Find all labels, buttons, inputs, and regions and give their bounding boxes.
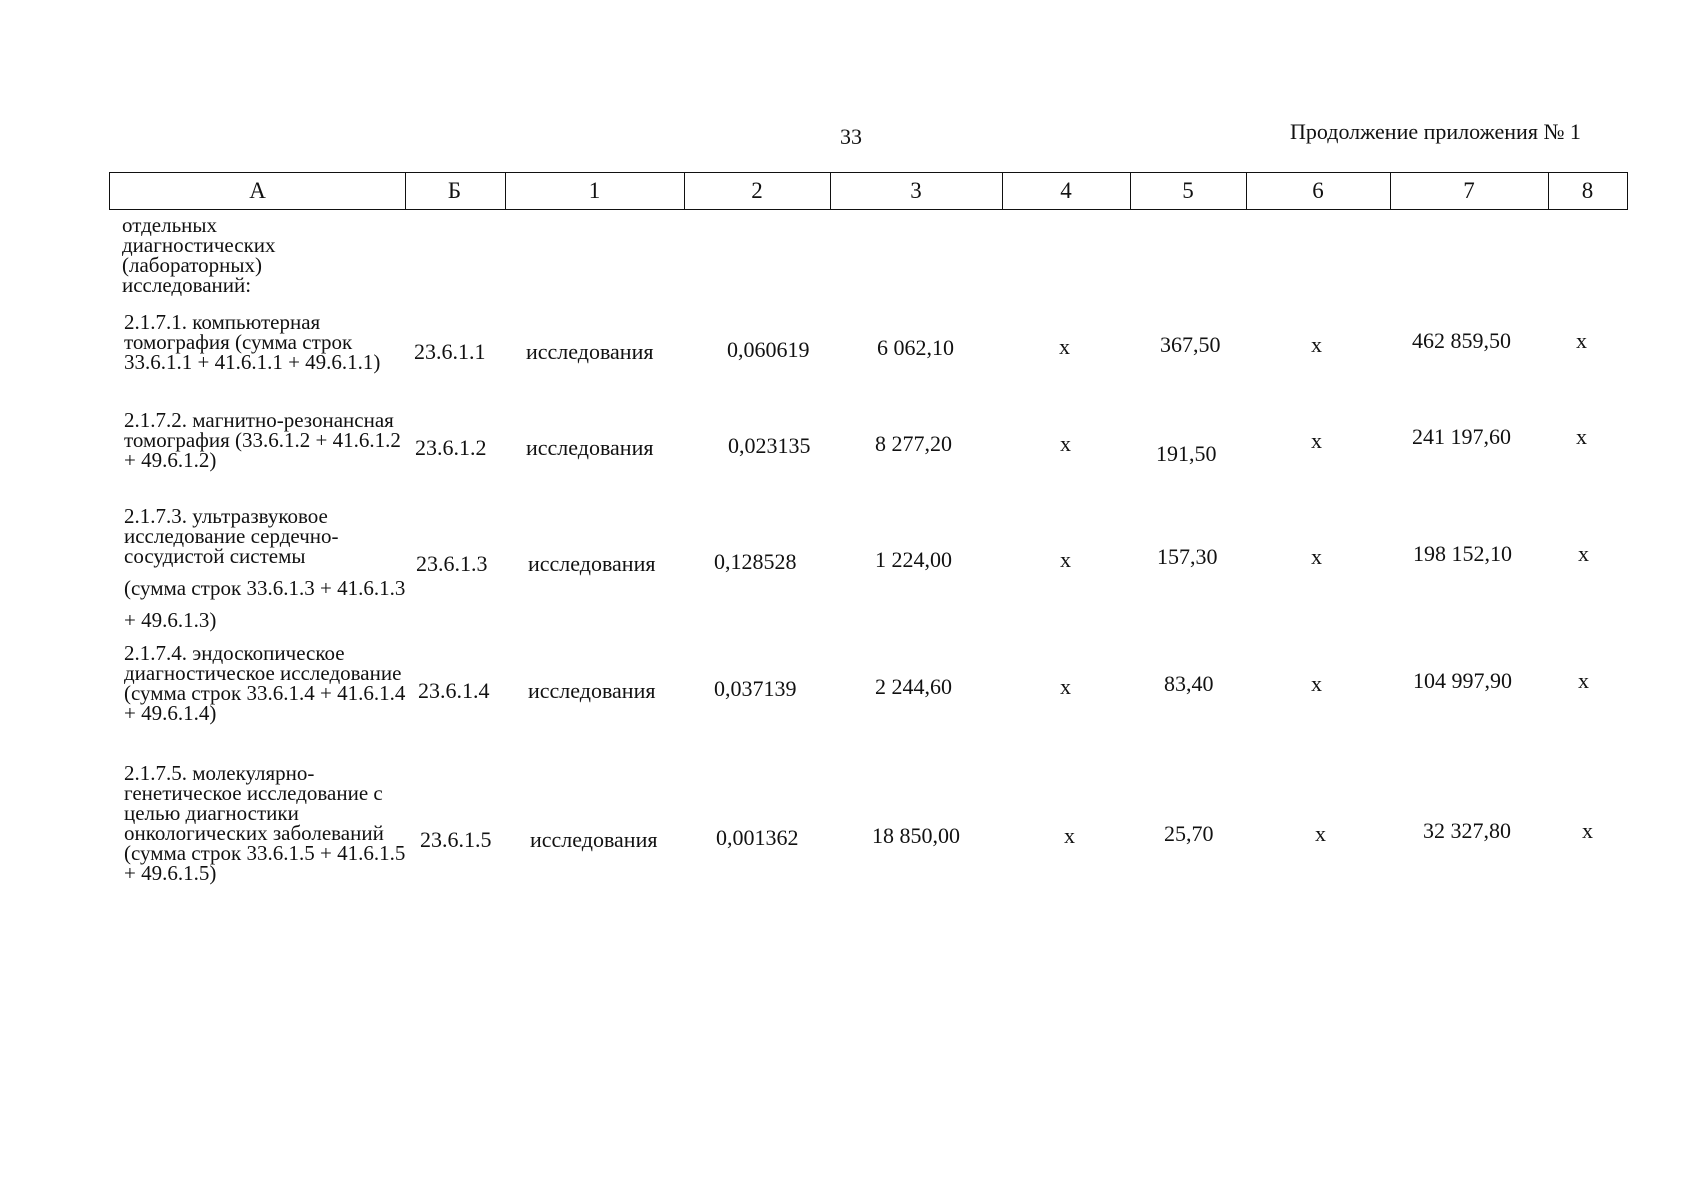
table-header	[109, 172, 1629, 210]
row-col-3: 2 244,60	[875, 674, 952, 699]
row-col-5: 191,50	[1156, 441, 1217, 466]
row-col-7: 462 859,50	[1412, 328, 1511, 353]
row-description-text: 2.1.7.4. эндоскопическое диагностическое исследование (сумма строк 33.6.1.4 + 41.6.1.4 + 49.6.1.4)	[124, 641, 406, 725]
row-col-8: х	[1582, 818, 1593, 843]
header-col-2: 2	[684, 172, 831, 210]
row-description-text: 2.1.7.1. компьютерная томография (сумма строк 33.6.1.1 + 41.6.1.1 + 49.6.1.1)	[124, 310, 381, 374]
row-code: 23.6.1.4	[418, 678, 490, 703]
row-col-8: х	[1578, 541, 1589, 566]
row-col-4: х	[1059, 334, 1070, 359]
row-description	[124, 643, 414, 723]
row-col-7: 104 997,90	[1413, 668, 1512, 693]
row-col-6: х	[1315, 821, 1326, 846]
row-col-6: х	[1311, 428, 1322, 453]
row-col-3: 1 224,00	[875, 547, 952, 572]
page-caption: Продолжение приложения № 1	[1290, 119, 1581, 144]
row-col-3: 18 850,00	[872, 823, 960, 848]
row-description	[124, 410, 414, 470]
header-col-b: Б	[404, 172, 506, 210]
row-code: 23.6.1.2	[415, 435, 487, 460]
row-col-4: х	[1060, 547, 1071, 572]
row-col-5: 83,40	[1164, 671, 1214, 696]
row-col-7: 241 197,60	[1412, 424, 1511, 449]
header-col-5: 5	[1130, 172, 1247, 210]
row-col-2: 0,023135	[728, 433, 811, 458]
row-col-2: 0,060619	[727, 337, 810, 362]
header-col-a: А	[109, 172, 406, 210]
row-col-5: 25,70	[1164, 821, 1214, 846]
row-unit: исследования	[526, 435, 654, 460]
row-description-text: 2.1.7.3. ультразвуковое исследование сердечно-сосудистой системы	[124, 504, 339, 568]
header-col-7: 7	[1390, 172, 1549, 210]
header-col-1: 1	[505, 172, 685, 210]
page-number: 33	[840, 124, 862, 149]
header-col-4: 4	[1002, 172, 1131, 210]
row-col-8: х	[1578, 668, 1589, 693]
row-col-2: 0,128528	[714, 549, 797, 574]
row-col-2: 0,037139	[714, 676, 797, 701]
row-code: 23.6.1.1	[414, 339, 486, 364]
row-col-4: х	[1064, 823, 1075, 848]
row-code: 23.6.1.3	[416, 551, 488, 576]
row-description	[124, 312, 414, 372]
row-description-extra: (сумма строк 33.6.1.3 + 41.6.1.3 + 49.6.1.3)	[124, 576, 406, 632]
section-intro-text: отдельных диагностических (лабораторных) исследований:	[122, 213, 276, 297]
row-unit: исследования	[526, 339, 654, 364]
row-unit: исследования	[530, 827, 658, 852]
row-col-6: х	[1311, 544, 1322, 569]
row-description	[124, 763, 414, 883]
row-col-3: 6 062,10	[877, 335, 954, 360]
row-unit: исследования	[528, 551, 656, 576]
row-col-3: 8 277,20	[875, 431, 952, 456]
row-col-8: х	[1576, 424, 1587, 449]
row-description	[124, 506, 414, 636]
row-description-text: 2.1.7.2. магнитно-резонансная томография (33.6.1.2 + 41.6.1.2 + 49.6.1.2)	[124, 408, 401, 472]
row-unit: исследования	[528, 678, 656, 703]
row-description-text: 2.1.7.5. молекулярно-генетическое исследование с целью диагностики онкологических заболеваний (сумма строк 33.6.1.5 + 41.6.1.5 + 49.6.1.5)	[124, 761, 406, 885]
row-col-6: х	[1311, 671, 1322, 696]
row-col-5: 367,50	[1160, 332, 1221, 357]
row-code: 23.6.1.5	[420, 827, 492, 852]
row-col-7: 32 327,80	[1423, 818, 1511, 843]
row-col-6: х	[1311, 332, 1322, 357]
row-col-5: 157,30	[1157, 544, 1218, 569]
row-col-7: 198 152,10	[1413, 541, 1512, 566]
row-col-8: х	[1576, 328, 1587, 353]
header-col-8: 8	[1548, 172, 1628, 210]
row-col-4: х	[1060, 431, 1071, 456]
header-col-3: 3	[830, 172, 1003, 210]
row-col-4: х	[1060, 674, 1071, 699]
row-col-2: 0,001362	[716, 825, 799, 850]
header-col-6: 6	[1246, 172, 1391, 210]
